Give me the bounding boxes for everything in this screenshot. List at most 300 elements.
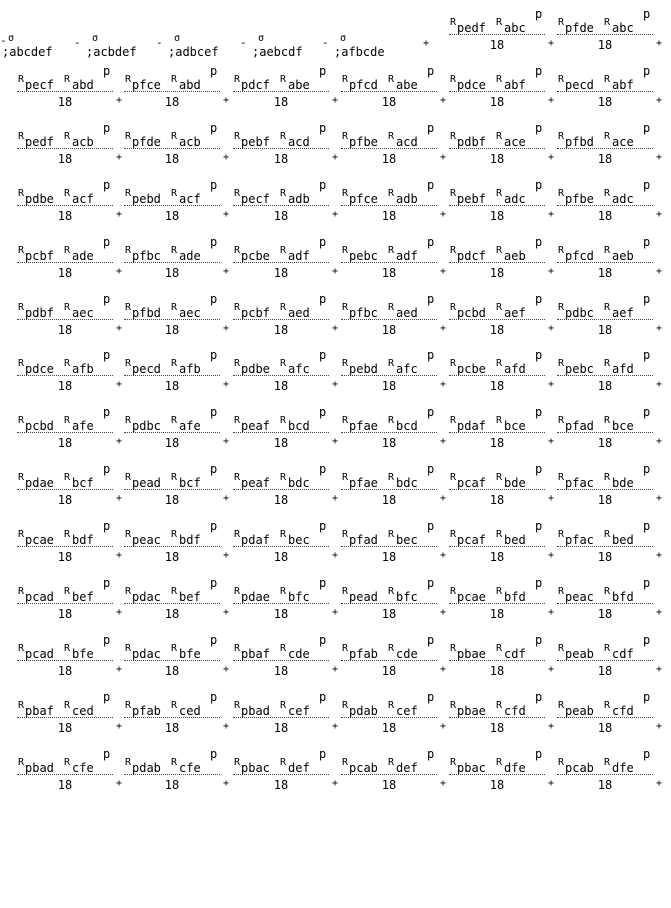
- first-index: pbaf: [241, 647, 270, 661]
- numerator: [557, 348, 653, 376]
- riemann-symbol: R: [496, 74, 503, 85]
- plus-sign: +: [655, 266, 663, 277]
- power-p: p: [535, 292, 543, 306]
- fraction-bar: [557, 375, 653, 376]
- fraction-bar: [449, 432, 545, 433]
- numerator: [124, 64, 220, 92]
- fraction-term: [341, 348, 437, 393]
- plus-sign: +: [222, 778, 230, 789]
- first-index: pdae: [241, 590, 270, 604]
- second-index: afc: [396, 362, 418, 376]
- plus-sign: +: [439, 152, 447, 163]
- first-index: pfcd: [565, 249, 594, 263]
- denominator: 18: [273, 209, 289, 223]
- fraction-term: [557, 690, 653, 735]
- plus-sign: +: [222, 266, 230, 277]
- numerator: [233, 292, 329, 320]
- power-p: p: [103, 576, 111, 590]
- fraction-term: [449, 519, 545, 564]
- fraction-term: [17, 292, 113, 337]
- fraction-term: [233, 64, 329, 109]
- power-p: p: [319, 747, 327, 761]
- denominator: 18: [164, 721, 180, 735]
- power-p: p: [103, 405, 111, 419]
- power-p: p: [427, 348, 435, 362]
- riemann-symbol: R: [496, 586, 503, 597]
- second-index: acf: [179, 192, 201, 206]
- first-index: pdbf: [457, 135, 486, 149]
- first-index: pbad: [25, 761, 54, 775]
- numerator: [449, 690, 545, 718]
- minus-sign: -: [156, 36, 163, 49]
- denominator: 18: [273, 493, 289, 507]
- fraction-bar: [341, 148, 437, 149]
- numerator: [341, 462, 437, 490]
- second-index: afe: [179, 419, 201, 433]
- first-index: pcbd: [25, 419, 54, 433]
- numerator: [17, 690, 113, 718]
- riemann-symbol: R: [64, 700, 71, 711]
- power-p: p: [210, 292, 218, 306]
- denominator: 18: [164, 607, 180, 621]
- fraction-bar: [341, 262, 437, 263]
- riemann-symbol: R: [171, 757, 178, 768]
- riemann-symbol: R: [234, 131, 241, 142]
- fraction-bar: [557, 432, 653, 433]
- fraction-term: [124, 121, 220, 166]
- second-index: bce: [504, 419, 526, 433]
- denominator: 18: [57, 266, 73, 280]
- denominator: 18: [489, 607, 505, 621]
- power-p: p: [210, 64, 218, 78]
- second-index: bfe: [179, 647, 201, 661]
- denominator: 18: [381, 664, 397, 678]
- second-index: abc: [504, 21, 526, 35]
- riemann-symbol: R: [342, 245, 349, 256]
- first-index: pfbc: [132, 249, 161, 263]
- first-index: pdae: [25, 476, 54, 490]
- first-index: pcad: [25, 590, 54, 604]
- fraction-term: [17, 747, 113, 792]
- fraction-bar: [124, 432, 220, 433]
- fraction-term: [124, 747, 220, 792]
- fraction-bar: [233, 717, 329, 718]
- fraction-bar: [233, 660, 329, 661]
- first-index: pead: [349, 590, 378, 604]
- denominator: 18: [381, 95, 397, 109]
- plus-sign: +: [547, 778, 555, 789]
- riemann-symbol: R: [171, 245, 178, 256]
- second-index: bfc: [288, 590, 310, 604]
- fraction-bar: [341, 546, 437, 547]
- riemann-symbol: R: [64, 415, 71, 426]
- riemann-symbol: R: [64, 586, 71, 597]
- riemann-symbol: R: [18, 131, 25, 142]
- power-p: p: [643, 576, 651, 590]
- denominator: 18: [164, 778, 180, 792]
- first-index: pfab: [132, 704, 161, 718]
- riemann-symbol: R: [64, 757, 71, 768]
- first-index: pebf: [457, 192, 486, 206]
- riemann-symbol: R: [234, 529, 241, 540]
- fraction-term: [233, 292, 329, 337]
- fraction-bar: [124, 319, 220, 320]
- power-p: p: [319, 690, 327, 704]
- minus-sign: -: [322, 36, 329, 49]
- plus-sign: +: [547, 379, 555, 390]
- fraction-term: [341, 178, 437, 223]
- denominator: 18: [381, 209, 397, 223]
- denominator: 18: [381, 436, 397, 450]
- riemann-symbol: R: [558, 245, 565, 256]
- denominator: 18: [57, 379, 73, 393]
- denominator: 18: [597, 266, 613, 280]
- denominator: 18: [489, 323, 505, 337]
- riemann-symbol: R: [604, 472, 611, 483]
- first-index: pbac: [241, 761, 270, 775]
- denominator: 18: [597, 550, 613, 564]
- fraction-bar: [17, 262, 113, 263]
- second-index: bdf: [72, 533, 94, 547]
- power-p: p: [535, 64, 543, 78]
- numerator: [17, 633, 113, 661]
- fraction-term: [124, 690, 220, 735]
- fraction-term: [341, 519, 437, 564]
- first-index: pcaf: [457, 476, 486, 490]
- first-index: pcbf: [241, 306, 270, 320]
- fraction-term: [124, 235, 220, 280]
- riemann-symbol: R: [388, 586, 395, 597]
- second-index: abe: [396, 78, 418, 92]
- denominator: 18: [489, 550, 505, 564]
- riemann-symbol: R: [604, 757, 611, 768]
- numerator: [17, 576, 113, 604]
- power-p: p: [643, 348, 651, 362]
- denominator: 18: [597, 209, 613, 223]
- fraction-term: [17, 348, 113, 393]
- sigma-subscript: ;acbdef: [86, 45, 137, 59]
- riemann-symbol: R: [280, 74, 287, 85]
- fraction-term: [449, 690, 545, 735]
- numerator: [557, 576, 653, 604]
- denominator: 18: [273, 778, 289, 792]
- fraction-term: [17, 519, 113, 564]
- second-index: adb: [396, 192, 418, 206]
- denominator: 18: [57, 323, 73, 337]
- first-index: pcae: [25, 533, 54, 547]
- plus-sign: +: [331, 721, 339, 732]
- riemann-symbol: R: [558, 415, 565, 426]
- fraction-term: [449, 178, 545, 223]
- numerator: [341, 235, 437, 263]
- plus-sign: +: [331, 209, 339, 220]
- denominator: 18: [57, 493, 73, 507]
- second-index: bec: [396, 533, 418, 547]
- power-p: p: [535, 235, 543, 249]
- denominator: 18: [381, 152, 397, 166]
- fraction-term: [557, 633, 653, 678]
- second-index: bce: [612, 419, 634, 433]
- riemann-symbol: R: [450, 302, 457, 313]
- power-p: p: [643, 292, 651, 306]
- riemann-symbol: R: [171, 472, 178, 483]
- numerator: [449, 348, 545, 376]
- power-p: p: [643, 519, 651, 533]
- plus-sign: +: [331, 95, 339, 106]
- fraction-bar: [124, 148, 220, 149]
- riemann-symbol: R: [234, 643, 241, 654]
- denominator: 18: [597, 493, 613, 507]
- numerator: [557, 519, 653, 547]
- fraction-bar: [233, 774, 329, 775]
- riemann-symbol: R: [342, 643, 349, 654]
- fraction-term: [449, 576, 545, 621]
- first-index: pecd: [565, 78, 594, 92]
- fraction-bar: [449, 91, 545, 92]
- riemann-symbol: R: [342, 472, 349, 483]
- plus-sign: +: [222, 379, 230, 390]
- plus-sign: +: [439, 95, 447, 106]
- riemann-symbol: R: [342, 415, 349, 426]
- power-p: p: [103, 292, 111, 306]
- denominator: 18: [489, 266, 505, 280]
- fraction-bar: [341, 375, 437, 376]
- fraction-bar: [449, 774, 545, 775]
- numerator: [124, 519, 220, 547]
- riemann-symbol: R: [280, 415, 287, 426]
- numerator: [124, 235, 220, 263]
- plus-sign: +: [439, 664, 447, 675]
- second-index: bfd: [612, 590, 634, 604]
- second-index: bdc: [288, 476, 310, 490]
- plus-sign: +: [655, 152, 663, 163]
- fraction-bar: [124, 91, 220, 92]
- riemann-symbol: R: [496, 188, 503, 199]
- second-index: bde: [504, 476, 526, 490]
- second-index: afd: [504, 362, 526, 376]
- second-index: aed: [396, 306, 418, 320]
- first-index: pdaf: [241, 533, 270, 547]
- riemann-symbol: R: [18, 757, 25, 768]
- fraction-bar: [233, 319, 329, 320]
- fraction-bar: [341, 91, 437, 92]
- plus-sign: +: [115, 152, 123, 163]
- numerator: [449, 519, 545, 547]
- second-index: bcf: [72, 476, 94, 490]
- second-index: ace: [612, 135, 634, 149]
- numerator: [449, 292, 545, 320]
- riemann-symbol: R: [18, 188, 25, 199]
- riemann-symbol: R: [234, 188, 241, 199]
- riemann-symbol: R: [18, 586, 25, 597]
- riemann-symbol: R: [171, 358, 178, 369]
- plus-sign: +: [547, 550, 555, 561]
- denominator: 18: [489, 209, 505, 223]
- first-index: pebd: [349, 362, 378, 376]
- fraction-bar: [233, 91, 329, 92]
- fraction-bar: [17, 375, 113, 376]
- numerator: [557, 64, 653, 92]
- fraction-term: [449, 235, 545, 280]
- riemann-symbol: R: [125, 188, 132, 199]
- fraction-term: [557, 405, 653, 450]
- fraction-term: [233, 121, 329, 166]
- fraction-bar: [449, 603, 545, 604]
- numerator: [124, 405, 220, 433]
- plus-sign: +: [115, 493, 123, 504]
- plus-sign: +: [331, 778, 339, 789]
- fraction-bar: [124, 262, 220, 263]
- numerator: [557, 462, 653, 490]
- numerator: [449, 235, 545, 263]
- first-index: pedf: [25, 135, 54, 149]
- first-index: pecf: [241, 192, 270, 206]
- numerator: [17, 747, 113, 775]
- second-index: afb: [72, 362, 94, 376]
- second-index: ced: [179, 704, 201, 718]
- numerator: [233, 633, 329, 661]
- numerator: [449, 576, 545, 604]
- fraction-term: [17, 576, 113, 621]
- power-p: p: [319, 292, 327, 306]
- denominator: 18: [57, 152, 73, 166]
- power-p: p: [427, 64, 435, 78]
- power-p: p: [210, 121, 218, 135]
- second-index: abf: [612, 78, 634, 92]
- denominator: 18: [381, 323, 397, 337]
- fraction-bar: [449, 34, 545, 35]
- numerator: [557, 690, 653, 718]
- numerator: [124, 348, 220, 376]
- plus-sign: +: [439, 607, 447, 618]
- riemann-symbol: R: [342, 302, 349, 313]
- riemann-symbol: R: [280, 757, 287, 768]
- plus-sign: +: [422, 38, 430, 49]
- plus-sign: +: [222, 209, 230, 220]
- power-p: p: [535, 576, 543, 590]
- fraction-term: [233, 178, 329, 223]
- numerator: [17, 292, 113, 320]
- numerator: [341, 292, 437, 320]
- denominator: 18: [381, 721, 397, 735]
- first-index: pdbe: [25, 192, 54, 206]
- numerator: [17, 462, 113, 490]
- first-index: pead: [132, 476, 161, 490]
- riemann-symbol: R: [450, 586, 457, 597]
- sigma-symbol: σ: [8, 33, 15, 44]
- riemann-symbol: R: [558, 188, 565, 199]
- denominator: 18: [164, 379, 180, 393]
- power-p: p: [643, 64, 651, 78]
- sigma-symbol: σ: [258, 33, 265, 44]
- power-p: p: [535, 747, 543, 761]
- second-index: abd: [72, 78, 94, 92]
- first-index: pebc: [349, 249, 378, 263]
- first-index: pfbe: [565, 192, 594, 206]
- second-index: cdf: [612, 647, 634, 661]
- second-index: ade: [72, 249, 94, 263]
- power-p: p: [643, 633, 651, 647]
- riemann-symbol: R: [125, 700, 132, 711]
- second-index: def: [396, 761, 418, 775]
- second-index: bec: [288, 533, 310, 547]
- power-p: p: [319, 348, 327, 362]
- second-index: abf: [504, 78, 526, 92]
- denominator: 18: [489, 664, 505, 678]
- riemann-symbol: R: [280, 188, 287, 199]
- plus-sign: +: [439, 550, 447, 561]
- fraction-term: [341, 121, 437, 166]
- numerator: [449, 405, 545, 433]
- fraction-bar: [557, 603, 653, 604]
- second-index: ade: [179, 249, 201, 263]
- fraction-bar: [557, 262, 653, 263]
- fraction-term: [17, 633, 113, 678]
- first-index: pdac: [132, 590, 161, 604]
- fraction-bar: [17, 91, 113, 92]
- first-index: pbac: [457, 761, 486, 775]
- fraction-term: [17, 121, 113, 166]
- fraction-bar: [557, 91, 653, 92]
- numerator: [341, 405, 437, 433]
- numerator: [17, 348, 113, 376]
- power-p: p: [210, 348, 218, 362]
- second-index: ced: [72, 704, 94, 718]
- riemann-symbol: R: [342, 131, 349, 142]
- riemann-symbol: R: [558, 302, 565, 313]
- first-index: pdcf: [457, 249, 486, 263]
- fraction-bar: [17, 603, 113, 604]
- fraction-term: [124, 462, 220, 507]
- fraction-term: [557, 235, 653, 280]
- fraction-bar: [341, 205, 437, 206]
- fraction-bar: [449, 717, 545, 718]
- riemann-symbol: R: [388, 131, 395, 142]
- second-index: def: [288, 761, 310, 775]
- denominator: 18: [164, 436, 180, 450]
- denominator: 18: [273, 436, 289, 450]
- fraction-bar: [341, 774, 437, 775]
- numerator: [557, 121, 653, 149]
- fraction-bar: [17, 205, 113, 206]
- plus-sign: +: [547, 152, 555, 163]
- riemann-symbol: R: [18, 415, 25, 426]
- fraction-bar: [449, 148, 545, 149]
- riemann-symbol: R: [496, 131, 503, 142]
- denominator: 18: [57, 664, 73, 678]
- numerator: [449, 633, 545, 661]
- fraction-term: [17, 235, 113, 280]
- fraction-term: [124, 292, 220, 337]
- riemann-symbol: R: [342, 700, 349, 711]
- fraction-bar: [557, 148, 653, 149]
- denominator: 18: [273, 266, 289, 280]
- power-p: p: [319, 576, 327, 590]
- power-p: p: [210, 633, 218, 647]
- riemann-symbol: R: [496, 529, 503, 540]
- second-index: bfd: [504, 590, 526, 604]
- denominator: 18: [597, 721, 613, 735]
- numerator: [341, 747, 437, 775]
- fraction-term: [341, 462, 437, 507]
- denominator: 18: [57, 550, 73, 564]
- plus-sign: +: [439, 379, 447, 390]
- denominator: 18: [489, 493, 505, 507]
- denominator: 18: [273, 379, 289, 393]
- second-index: bed: [612, 533, 634, 547]
- fraction-bar: [124, 717, 220, 718]
- power-p: p: [319, 121, 327, 135]
